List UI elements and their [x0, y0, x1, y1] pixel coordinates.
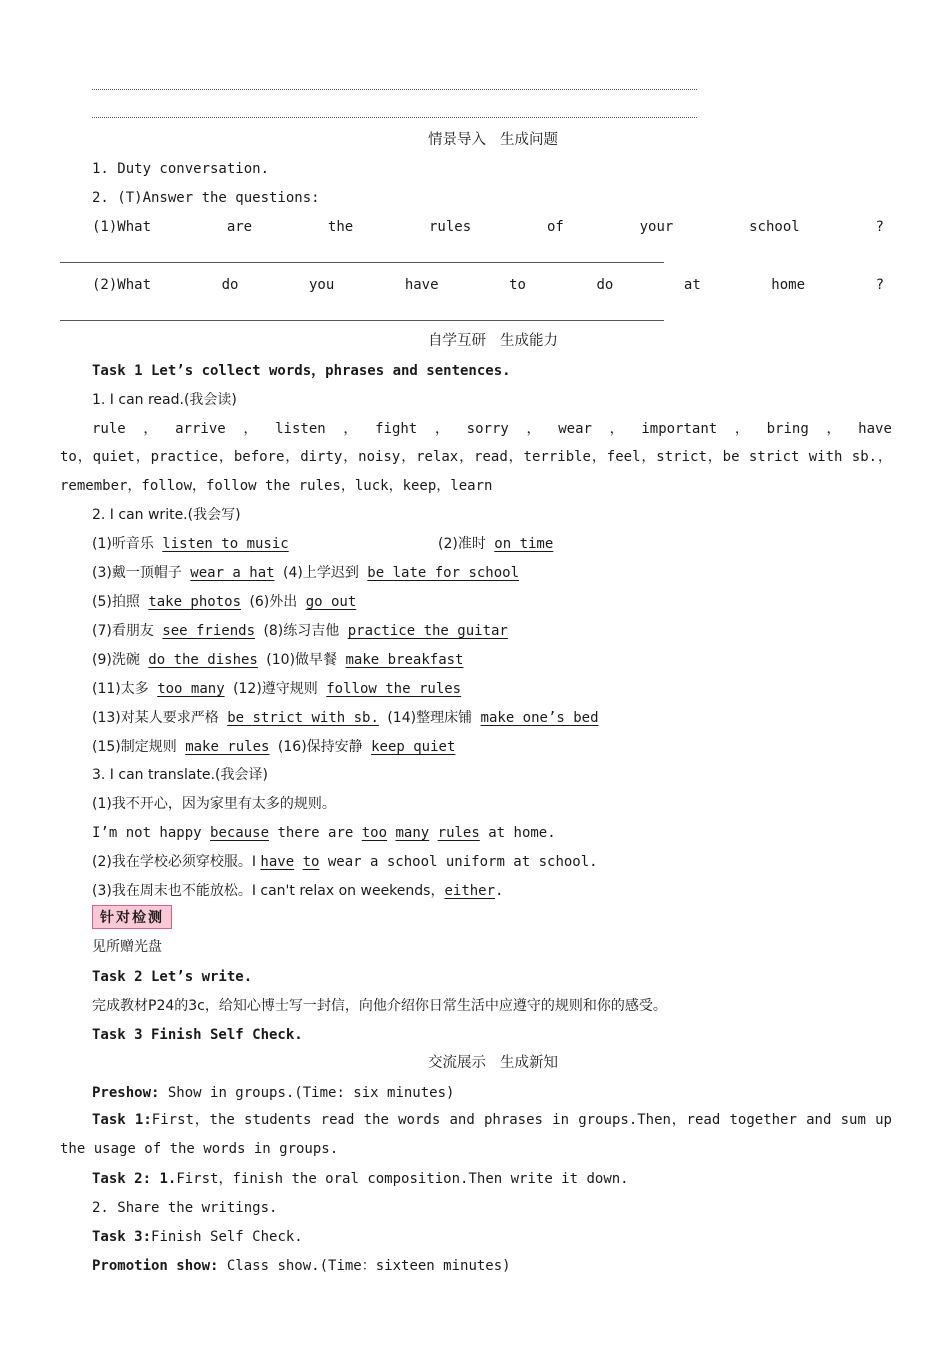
question-word: to: [509, 277, 526, 293]
sentence-part: [429, 825, 437, 841]
read-word: listen: [275, 421, 326, 437]
answer-word: too: [361, 825, 388, 841]
write-item-answer: make one’s bed: [480, 710, 599, 726]
intro-item-2: 2. (T)Answer the questions:: [92, 190, 320, 206]
write-item-answer: make rules: [185, 739, 270, 755]
answer-word: have: [260, 854, 295, 870]
question-word: have: [404, 277, 439, 293]
translate-1-cn: (1)我不开心，因为家里有太多的规则。: [92, 796, 336, 812]
section-heading-part: 情景导入: [428, 132, 486, 148]
write-item-answer: do the dishes: [148, 652, 258, 668]
translate-2: [92, 852, 598, 872]
write-heading: 2. I can write.(我会写): [92, 507, 241, 523]
write-item-cn: (7)看朋友: [92, 623, 154, 639]
sentence-part: at home.: [479, 825, 556, 841]
read-heading: 1. I can read.(我会读): [92, 392, 237, 408]
show-task2: [92, 1169, 629, 1189]
write-item-answer: go out: [305, 594, 357, 610]
question-word: do: [221, 277, 239, 293]
read-words-line-1: [92, 419, 892, 439]
show-task1: [60, 1106, 892, 1164]
text: First，finish the oral composition.Then write it down.: [176, 1171, 629, 1187]
question-word: of: [546, 219, 564, 235]
write-item-answer: too many: [157, 681, 225, 697]
write-item-cn: (11)太多: [92, 681, 149, 697]
text: Class show.(Time：sixteen minutes): [218, 1258, 511, 1274]
write-row-5: [92, 650, 464, 670]
write-item-cn: (4)上学迟到: [283, 565, 359, 581]
read-word: important: [641, 421, 718, 437]
write-item-answer: wear a hat: [190, 565, 275, 581]
write-item-cn: (5)拍照: [92, 594, 140, 610]
show-task3: [92, 1227, 303, 1247]
translate-heading: 3. I can translate.(我会译): [92, 767, 268, 783]
answer-word: either: [444, 883, 496, 899]
section-heading-self-study: [0, 331, 950, 351]
write-item-cn: (9)洗碗: [92, 652, 140, 668]
write-item-answer: take photos: [148, 594, 241, 610]
show-task2-item2: 2. Share the writings.: [92, 1200, 278, 1216]
question-word: at: [683, 277, 701, 293]
section-heading-part: 生成新知: [500, 1055, 558, 1071]
question-word: rules: [429, 219, 472, 235]
section-heading-part: 生成能力: [500, 333, 558, 349]
question-word: (1)What: [92, 219, 152, 235]
translate-3: [92, 881, 503, 901]
write-item-answer: be late for school: [367, 565, 520, 581]
answer-word: to: [302, 854, 320, 870]
task3-title: Task 3 Finish Self Check.: [92, 1027, 303, 1043]
question-word: ?: [875, 219, 884, 235]
label: Preshow:: [92, 1085, 160, 1101]
write-row-6: [92, 679, 461, 699]
text: Show in groups.(Time: six minutes): [159, 1085, 455, 1101]
question-word: your: [639, 219, 674, 235]
write-item-cn: (14)整理床铺: [387, 710, 473, 726]
write-row-8: [92, 737, 455, 757]
intro-item-1: 1. Duty conversation.: [92, 161, 270, 177]
write-item-answer: on time: [494, 536, 554, 552]
read-word: fight: [375, 421, 418, 437]
task2-title: Task 2 Let’s write.: [92, 969, 253, 985]
task2-desc: 完成教材P24的3c，给知心博士写一封信，向他介绍你日常生活中应遵守的规则和你的感受。: [92, 998, 667, 1014]
write-item-cn: (3)戴一顶帽子: [92, 565, 182, 581]
write-row-4: [92, 621, 508, 641]
read-word: rule: [92, 421, 126, 437]
write-row-3: [92, 592, 356, 612]
text: First，the students read the words and phrases in groups.Then，read together and sum up the usage of the words in groups.: [60, 1112, 892, 1157]
label: Promotion show:: [92, 1258, 219, 1274]
read-word: ，: [526, 421, 541, 437]
read-words-rest: to，quiet，practice，before，dirty，noisy，relax，read，terrible，feel，strict，be strict with sb.，remember，follow，follow the rules，luck，keep，learn: [60, 449, 892, 494]
sentence-part: there are: [269, 825, 362, 841]
question-word: the: [327, 219, 354, 235]
task1-title: Task 1 Let’s collect words，phrases and sentences.: [92, 363, 511, 379]
section-heading-part: 自学互研: [428, 333, 486, 349]
write-item-answer: listen to music: [162, 536, 289, 552]
answer-word: because: [210, 825, 270, 841]
write-item-answer: follow the rules: [326, 681, 462, 697]
question-word: are: [226, 219, 253, 235]
read-word: arrive: [175, 421, 226, 437]
label-num: 1.: [151, 1171, 177, 1187]
read-word: have: [858, 421, 892, 437]
write-item-answer: be strict with sb.: [227, 710, 379, 726]
promotion-show: [92, 1256, 511, 1276]
question-word: you: [308, 277, 335, 293]
read-word: ，: [434, 421, 449, 437]
sentence-part: .: [495, 883, 504, 899]
section-heading-intro: [0, 130, 950, 150]
question-word: do: [596, 277, 614, 293]
write-item-cn: (1)听音乐: [92, 536, 154, 552]
label: Task 2:: [92, 1171, 152, 1187]
question-word: ?: [875, 277, 884, 293]
write-item-answer: keep quiet: [371, 739, 456, 755]
sentence-part: I’m not happy: [92, 825, 211, 841]
write-item-cn: (13)对某人要求严格: [92, 710, 219, 726]
sentence-part: [294, 854, 302, 870]
sentence-part: wear a school uniform at school.: [319, 854, 598, 870]
sentence-part: (3)我在周末也不能放松。I can't relax on weekends，: [92, 883, 445, 899]
write-item-cn: (6)外出: [249, 594, 298, 610]
label: Task 1:: [92, 1112, 152, 1128]
answer-line-1: [60, 262, 664, 263]
write-item-cn: (2)准时: [438, 536, 486, 552]
read-word: ，: [826, 421, 841, 437]
write-item-1: [92, 534, 289, 554]
read-word: ，: [343, 421, 358, 437]
question-word: home: [771, 277, 806, 293]
write-item-2: [438, 534, 553, 554]
check-stamp-badge: 针对检测: [92, 905, 172, 929]
read-word: ，: [734, 421, 749, 437]
read-word: bring: [766, 421, 809, 437]
question-1: [92, 217, 884, 237]
write-item-cn: (16)保持安静: [277, 739, 363, 755]
answer-word: many: [395, 825, 430, 841]
text: Finish Self Check.: [151, 1229, 303, 1245]
section-heading-part: 交流展示: [428, 1055, 486, 1071]
dotted-rule-top: [92, 89, 697, 90]
translate-1-en: [92, 823, 556, 843]
answer-line-2: [60, 320, 664, 321]
read-word: ，: [143, 421, 158, 437]
preshow-line: [92, 1083, 454, 1103]
see-disc-note: 见所赠光盘: [92, 939, 162, 955]
write-item-answer: practice the guitar: [347, 623, 508, 639]
read-word: sorry: [466, 421, 509, 437]
read-word: wear: [558, 421, 592, 437]
answer-word: rules: [437, 825, 480, 841]
write-item-cn: (8)练习吉他: [263, 623, 340, 639]
label: Task 3:: [92, 1229, 152, 1245]
question-word: (2)What: [92, 277, 152, 293]
question-2: [92, 275, 884, 295]
read-word: ，: [609, 421, 624, 437]
section-heading-show: [0, 1053, 950, 1073]
write-item-cn: (12)遵守规则: [233, 681, 318, 697]
write-item-cn: (15)制定规则: [92, 739, 177, 755]
sentence-part: (2)我在学校必须穿校服。I: [92, 854, 261, 870]
read-word: ，: [243, 421, 258, 437]
write-item-cn: (10)做早餐: [266, 652, 338, 668]
section-heading-part: 生成问题: [500, 132, 558, 148]
write-row-2: [92, 563, 519, 583]
question-word: school: [749, 219, 800, 235]
write-item-answer: see friends: [162, 623, 255, 639]
write-row-7: [92, 708, 599, 728]
write-item-answer: make breakfast: [345, 652, 464, 668]
dotted-rule-second: [92, 117, 697, 118]
